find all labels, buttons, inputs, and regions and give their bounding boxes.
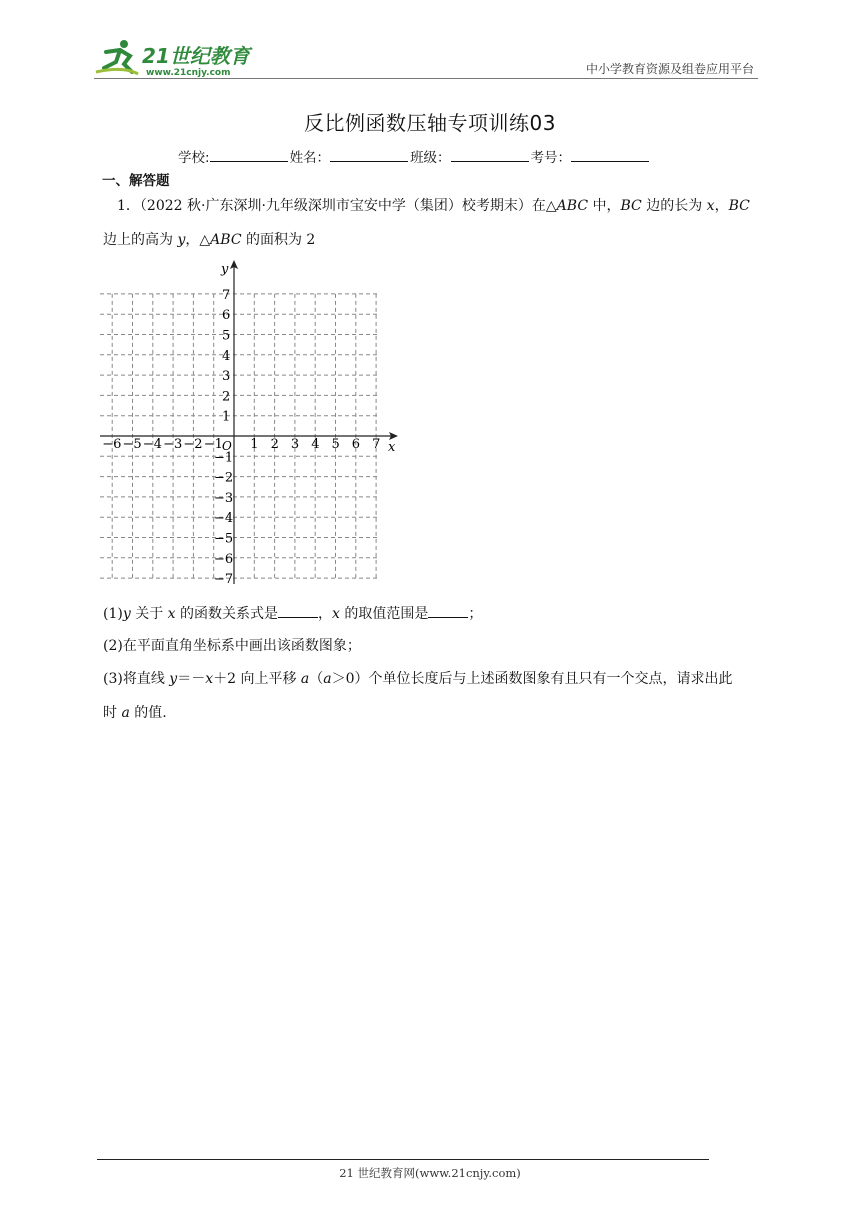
y-tick-label: −5 <box>214 531 234 547</box>
y-tick-label: 3 <box>222 369 231 385</box>
x-tick-label: −1 <box>203 437 223 452</box>
q-text: (3)将直线 <box>103 671 170 687</box>
site-logo <box>94 38 264 80</box>
var-a: a <box>323 671 332 687</box>
sub-question-2: (2)在平面直角坐标系中画出该函数图象； <box>103 638 361 654</box>
y-tick-label: −3 <box>214 490 234 506</box>
school-blank <box>210 149 288 162</box>
q-text: 时 <box>103 705 122 721</box>
name-blank <box>330 149 408 162</box>
segment-bc: BC <box>728 198 750 214</box>
footer-divider <box>97 1159 709 1160</box>
y-tick-label: −1 <box>214 450 234 466</box>
var-a: a <box>300 671 310 687</box>
q-text: ＞0）个单位长度后与上述函数图象有且只有一个交点，请求出此 <box>331 671 733 687</box>
page-title: 反比例函数压轴专项训练03 <box>304 111 556 135</box>
q-text: ； <box>468 606 483 622</box>
var-y: y <box>169 671 178 687</box>
y-tick-label: 4 <box>222 348 231 364</box>
q-text: ＝－ <box>177 671 206 687</box>
q-text: 的函数关系式是 <box>175 606 279 622</box>
answer-blank-1 <box>278 605 318 618</box>
q-text: ＋2 向上平移 <box>213 671 301 687</box>
x-tick-label: −6 <box>102 437 122 452</box>
exam-no-blank <box>571 149 649 162</box>
y-tick-label: −2 <box>214 470 234 486</box>
student-info-row <box>178 146 651 166</box>
segment-bc: BC <box>620 198 642 214</box>
q-text: ， <box>318 606 333 622</box>
x-tick-label: 2 <box>270 437 279 452</box>
y-tick-label: 1 <box>222 409 231 425</box>
x-tick-label: 1 <box>250 437 259 452</box>
x-tick-label: 7 <box>372 437 381 452</box>
school-label: 学校: <box>178 150 210 166</box>
logo-text: 21世纪教育 <box>142 44 250 68</box>
sub-question-3-line-1 <box>103 671 733 687</box>
question-line-1 <box>117 198 750 214</box>
var-y: y <box>177 232 186 248</box>
triangle-name: ABC <box>210 232 242 248</box>
q-text: 的取值范围是 <box>339 606 429 622</box>
x-axis-label: x <box>388 440 396 455</box>
q-text: ，△ <box>185 232 211 248</box>
y-tick-label: 5 <box>222 328 231 344</box>
question-line-2 <box>103 232 315 248</box>
y-tick-label: 2 <box>222 389 231 405</box>
var-a: a <box>121 705 130 721</box>
x-tick-label: 3 <box>290 437 300 452</box>
question-source: （2022 秋·广东深圳·九年级深圳市宝安中学（集团）校考期末）在△ <box>139 198 557 214</box>
name-label: 姓名： <box>289 150 331 166</box>
x-tick-label: −2 <box>183 437 203 452</box>
class-label: 班级： <box>410 150 451 166</box>
class-blank <box>451 149 529 162</box>
y-tick-label: −7 <box>214 572 234 588</box>
q-text: 关于 <box>130 606 168 622</box>
q-text: 的面积为 2 <box>241 232 316 248</box>
x-tick-label: 5 <box>331 437 340 452</box>
q-text: 边上的高为 <box>103 232 178 248</box>
footer-text: 21 世纪教育网(www.21cnjy.com) <box>339 1166 521 1180</box>
x-tick-label: −4 <box>142 437 162 452</box>
y-tick-label: −4 <box>214 511 234 527</box>
var-x: x <box>706 198 715 214</box>
x-tick-label: 4 <box>311 437 320 452</box>
answer-blank-2 <box>428 605 468 618</box>
var-x: x <box>205 671 214 687</box>
x-tick-label: −5 <box>122 437 142 452</box>
x-tick-label: 6 <box>351 437 361 452</box>
triangle-name: ABC <box>556 198 589 214</box>
q-text: （ <box>309 671 324 687</box>
header-divider <box>94 78 758 79</box>
origin-label: O <box>222 439 232 453</box>
var-x: x <box>332 606 340 622</box>
y-axis-label: y <box>221 262 229 277</box>
platform-name: 中小学教育资源及组卷应用平台 <box>585 62 754 76</box>
runner-icon <box>96 40 138 74</box>
y-tick-label: 7 <box>222 287 231 303</box>
section-heading: 一、解答题 <box>102 173 170 189</box>
var-x: x <box>167 606 176 622</box>
logo-url: www.21cnjy.com <box>146 68 231 78</box>
q-text: (1) <box>103 606 123 622</box>
q-text: ， <box>714 198 729 214</box>
coordinate-grid <box>100 258 400 588</box>
q-text: 中， <box>588 198 621 214</box>
exam-no-label: 考号： <box>530 150 572 166</box>
q-text: 的值. <box>129 705 167 721</box>
y-tick-label: 6 <box>222 308 231 324</box>
axes <box>100 260 398 584</box>
q-text: 边的长为 <box>641 198 707 214</box>
sub-question-3-line-2 <box>103 705 167 721</box>
y-tick-label: −6 <box>214 551 234 567</box>
question-number: 1． <box>117 198 140 214</box>
tick-labels <box>102 288 380 587</box>
sub-question-1 <box>103 605 482 622</box>
var-y: y <box>122 606 131 622</box>
x-tick-label: −3 <box>163 437 183 452</box>
